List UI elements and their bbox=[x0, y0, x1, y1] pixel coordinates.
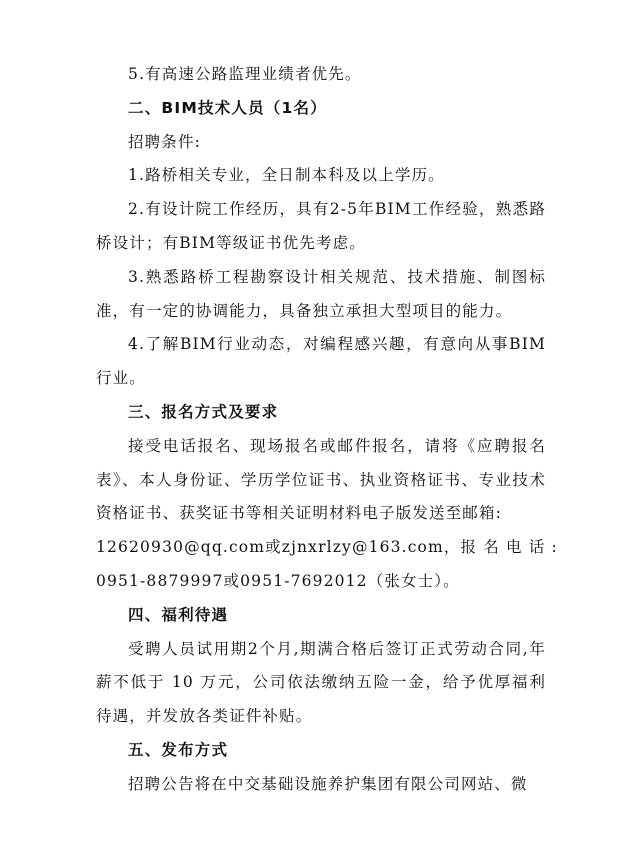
bim-item-1: 1.路桥相关专业，全日制本科及以上学历。 bbox=[128, 166, 445, 185]
email-1: 12620930@qq.com bbox=[96, 538, 266, 557]
phone-label: 报 名 电 话 : bbox=[460, 538, 558, 557]
item-5: 5.有高速公路监理业绩者优先。 bbox=[128, 65, 362, 83]
bim-item-2: 2.有设计院工作经历，具有2-5年BIM工作经验，熟悉路桥设计；有BIM等级证书优先考虑。 bbox=[96, 200, 546, 252]
bim-item-3: 3.熟悉路桥工程勘察设计相关规范、技术措施、制图标准，有一定的协调能力，具备独立承担大型项目的能力。 bbox=[96, 267, 546, 320]
benefits-text: 受聘人员试用期2个月,期满合格后签订正式劳动合同,年薪不低于 10 万元，公司依法缴纳五险一金，给予优厚福利待遇，并发放各类证件补贴。 bbox=[96, 639, 546, 726]
section-5-heading: 五、发布方式 bbox=[128, 740, 229, 759]
section-2-heading: 二、BIM技术人员（1名） bbox=[128, 98, 327, 117]
section-4-heading: 四、福利待遇 bbox=[128, 605, 229, 624]
bim-item-4: 4.了解BIM行业动态，对编程感兴趣，有意向从事BIM行业。 bbox=[96, 335, 546, 388]
recruit-conditions-label: 招聘条件: bbox=[128, 132, 201, 151]
application-text: 接受电话报名、现场报名或邮件报名，请将《应聘报名表》、本人身份证、学历学位证书、执业资格证书、专业技术资格证书、获奖证书等相关证明材料电子版发送至邮箱: bbox=[96, 436, 546, 523]
email-2: zjnxrlzy@163.com， bbox=[281, 538, 461, 557]
or-word: 或 bbox=[265, 538, 282, 557]
phone-line: 0951-8879997或0951-7692012（张女士）。 bbox=[96, 571, 460, 590]
contact-line bbox=[96, 531, 558, 565]
section-3-heading: 三、报名方式及要求 bbox=[128, 402, 279, 421]
publish-text: 招聘公告将在中交基础设施养护集团有限公司网站、微 bbox=[128, 774, 528, 793]
